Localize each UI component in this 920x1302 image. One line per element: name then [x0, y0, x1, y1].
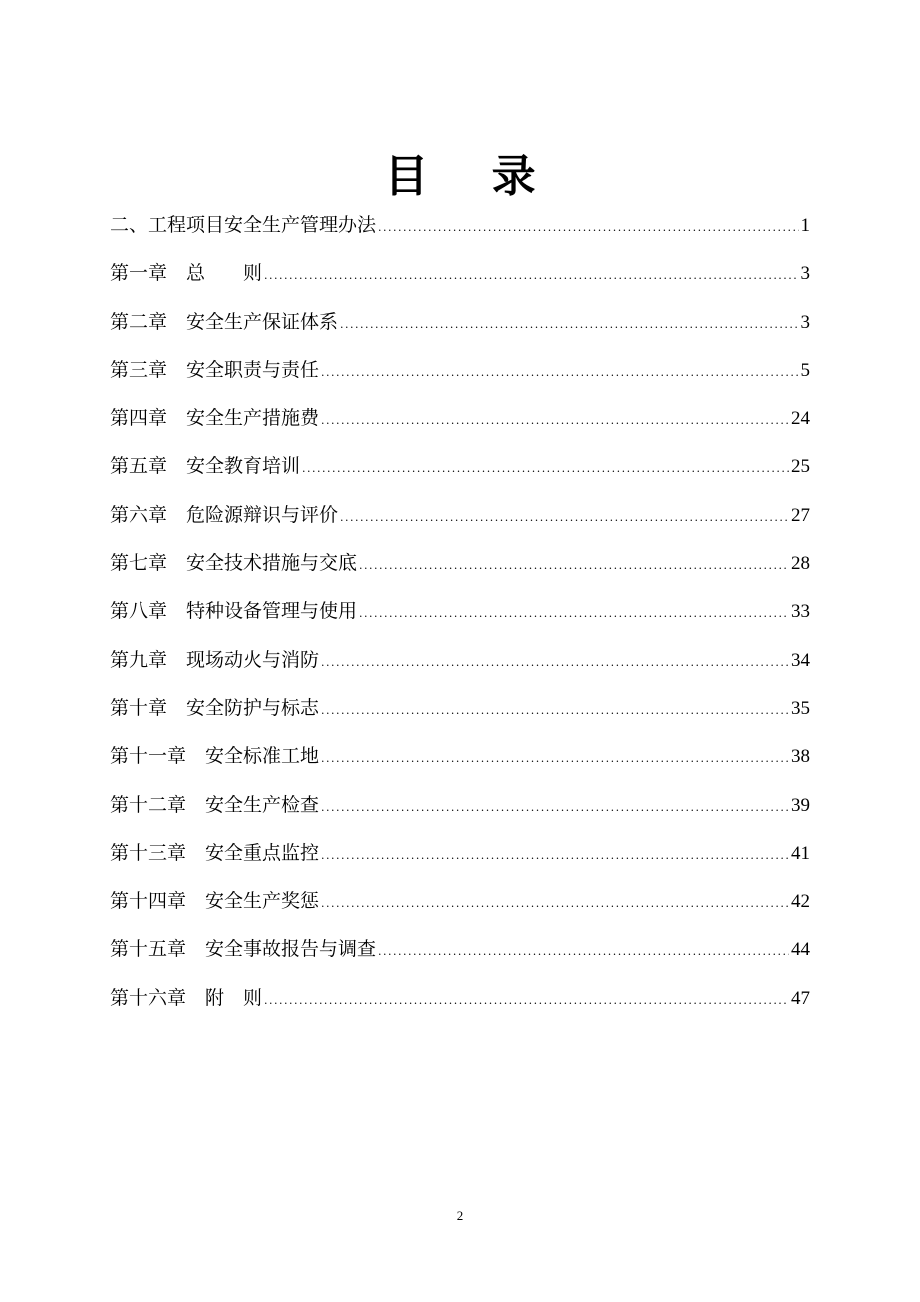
toc-leader-dots	[264, 987, 789, 1009]
toc-entry-label: 第八章 特种设备管理与使用	[110, 600, 358, 623]
toc-entry-label: 第十五章 安全事故报告与调查	[110, 938, 377, 961]
toc-entry-label: 第九章 现场动火与消防	[110, 648, 320, 671]
toc-leader-dots	[321, 697, 789, 719]
toc-entry[interactable]	[110, 210, 810, 258]
toc-entry[interactable]	[110, 741, 810, 789]
toc-leader-dots	[321, 890, 789, 912]
toc-entry-label: 第十章 安全防护与标志	[110, 696, 320, 719]
toc-entry[interactable]	[110, 258, 810, 306]
toc-entry[interactable]	[110, 451, 810, 499]
toc-entry[interactable]	[110, 790, 810, 838]
toc-entry-page: 38	[791, 746, 810, 768]
toc-entry[interactable]	[110, 693, 810, 741]
toc-entry-page: 39	[791, 794, 810, 816]
toc-leader-dots	[321, 794, 789, 816]
toc-entry[interactable]	[110, 403, 810, 451]
toc-entry-label: 第六章 危险源辩识与评价	[110, 503, 339, 526]
toc-entry-label: 第十六章 附 则	[110, 986, 263, 1009]
toc-leader-dots	[340, 504, 789, 526]
toc-entry[interactable]	[110, 548, 810, 596]
toc-entry-page: 28	[791, 553, 810, 575]
toc-leader-dots	[321, 407, 789, 429]
toc-entry[interactable]	[110, 645, 810, 693]
toc-entry[interactable]	[110, 983, 810, 1031]
page-title: 目 录	[384, 151, 560, 202]
toc-entry-label: 第十二章 安全生产检查	[110, 793, 320, 816]
toc-entry-label: 第五章 安全教育培训	[110, 455, 301, 478]
toc-entry-label: 第十一章 安全标准工地	[110, 745, 320, 768]
toc-entry-label: 第四章 安全生产措施费	[110, 407, 320, 430]
toc-entry-page: 42	[791, 891, 810, 913]
toc-entry-label: 二、工程项目安全生产管理办法	[110, 214, 377, 236]
toc-entry-page: 33	[791, 601, 810, 623]
toc-entry[interactable]	[110, 934, 810, 982]
toc-leader-dots	[302, 455, 789, 477]
toc-entry-page: 27	[791, 504, 810, 526]
toc-leader-dots	[378, 938, 789, 960]
toc-entry-page: 25	[791, 456, 810, 478]
toc-leader-dots	[321, 649, 789, 671]
toc-leader-dots	[359, 600, 789, 622]
toc-leader-dots	[264, 262, 798, 284]
toc-leader-dots	[321, 359, 798, 381]
toc-entry-page: 34	[791, 649, 810, 671]
table-of-contents	[110, 210, 810, 1031]
toc-entry-page: 41	[791, 842, 810, 864]
toc-leader-dots	[321, 842, 789, 864]
toc-entry-page: 5	[800, 359, 810, 381]
toc-entry-label: 第十四章 安全生产奖惩	[110, 890, 320, 913]
toc-entry-label: 第二章 安全生产保证体系	[110, 310, 339, 333]
toc-entry-label: 第一章 总 则	[110, 262, 263, 285]
toc-entry[interactable]	[110, 355, 810, 403]
toc-entry[interactable]	[110, 886, 810, 934]
toc-entry-page: 1	[800, 215, 810, 236]
toc-entry-label: 第三章 安全职责与责任	[110, 358, 320, 381]
toc-entry[interactable]	[110, 500, 810, 548]
toc-leader-dots	[359, 552, 789, 574]
toc-entry-page: 3	[800, 311, 810, 333]
toc-entry-label: 第十三章 安全重点监控	[110, 841, 320, 864]
toc-entry[interactable]	[110, 307, 810, 355]
toc-entry-page: 3	[800, 263, 810, 285]
toc-leader-dots	[321, 745, 789, 767]
toc-entry[interactable]	[110, 596, 810, 644]
toc-leader-dots	[340, 311, 798, 333]
toc-entry-page: 35	[791, 697, 810, 719]
toc-entry-page: 44	[791, 939, 810, 961]
toc-entry-page: 24	[791, 408, 810, 430]
toc-entry[interactable]	[110, 838, 810, 886]
toc-leader-dots	[378, 214, 798, 236]
toc-entry-page: 47	[791, 987, 810, 1009]
page-number: 2	[456, 1208, 464, 1223]
toc-entry-label: 第七章 安全技术措施与交底	[110, 552, 358, 575]
